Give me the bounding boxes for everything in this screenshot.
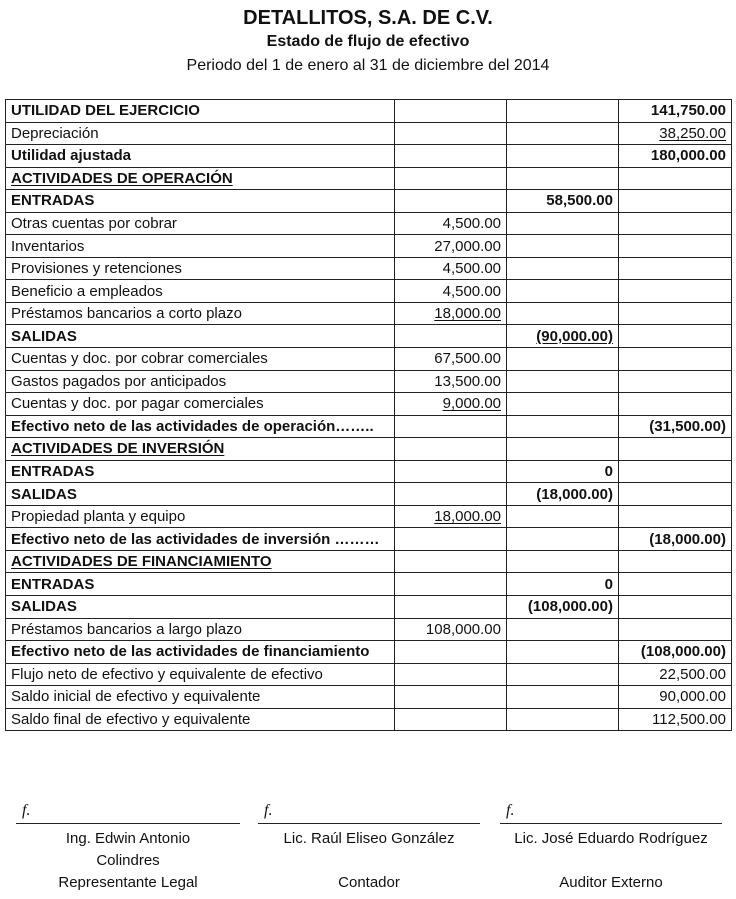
row-label: Utilidad ajustada [6,145,395,168]
table-row [6,483,732,506]
amount-subtotal [507,145,619,168]
table-row [6,708,732,731]
signature-line [500,802,722,824]
section-heading-text: ACTIVIDADES DE FINANCIAMIENTO [11,553,272,571]
amount-total [619,348,732,371]
amount-total: 180,000.00 [619,145,732,168]
row-label: Propiedad planta y equipo [6,505,395,528]
table-row [6,550,732,573]
amount-subtotal [507,393,619,416]
table-row [6,167,732,190]
amount-detail: 4,500.00 [395,212,507,235]
amount-subtotal: (108,000.00) [507,596,619,619]
row-label: Saldo final de efectivo y equivalente [6,708,395,731]
table-row [6,100,732,123]
amount-detail [395,325,507,348]
amount-subtotal [507,325,619,348]
section-heading [6,550,395,573]
row-label: Gastos pagados por anticipados [6,370,395,393]
amount-detail [395,641,507,664]
row-label: ENTRADAS [6,573,395,596]
amount-detail: 4,500.00 [395,257,507,280]
table-row [6,460,732,483]
table-row [6,325,732,348]
amount-total [619,212,732,235]
amount-detail [395,100,507,123]
amount-value: 18,000.00 [434,508,501,526]
amount-detail [395,596,507,619]
amount-detail [395,483,507,506]
signer-role: Auditor Externo [559,874,663,891]
amount-value: 9,000.00 [442,395,501,413]
table-row [6,415,732,438]
amount-detail [395,438,507,461]
amount-detail [395,663,507,686]
section-heading-text: ACTIVIDADES DE OPERACIÓN [11,169,233,187]
table-row [6,235,732,258]
amount-detail [395,708,507,731]
table-row [6,302,732,325]
row-label: Saldo inicial de efectivo y equivalente [6,686,395,709]
document-header [0,6,736,78]
table-row [6,212,732,235]
row-label: ENTRADAS [6,460,395,483]
row-label: Depreciación [6,122,395,145]
amount-detail [395,550,507,573]
signer-name: Lic. José Eduardo Rodríguez [514,830,708,847]
row-label: UTILIDAD DEL EJERCICIO [6,100,395,123]
row-label: Efectivo neto de las actividades de financiamiento [6,641,395,664]
amount-subtotal [507,212,619,235]
table-row [6,596,732,619]
row-label: Cuentas y doc. por pagar comerciales [6,393,395,416]
table-row [6,641,732,664]
signature-line [16,802,240,824]
amount-detail [395,573,507,596]
amount-subtotal: 58,500.00 [507,190,619,213]
signer-role: Representante Legal [58,874,198,891]
section-heading [6,438,395,461]
amount-subtotal [507,686,619,709]
amount-total [619,505,732,528]
amount-total [619,302,732,325]
amount-total: (31,500.00) [619,415,732,438]
section-heading [6,167,395,190]
amount-subtotal [507,550,619,573]
amount-detail [395,145,507,168]
table-row [6,528,732,551]
amount-subtotal [507,708,619,731]
table-row [6,573,732,596]
amount-subtotal [507,257,619,280]
signer-name: Lic. Raúl Eliseo González [283,830,455,847]
amount-total [619,596,732,619]
amount-subtotal [507,641,619,664]
signer-name: Ing. Edwin Antonio Colindres [65,830,191,869]
amount-subtotal [507,235,619,258]
amount-detail [395,415,507,438]
company-name: DETALLITOS, S.A. DE C.V. [243,7,493,29]
amount-total [619,325,732,348]
amount-total [619,573,732,596]
table-row [6,190,732,213]
amount-detail [395,393,507,416]
cash-flow-table [5,99,732,731]
row-label: Provisiones y retenciones [6,257,395,280]
amount-total [619,483,732,506]
amount-value: (90,000.00) [536,327,613,345]
row-label: Flujo neto de efectivo y equivalente de efectivo [6,663,395,686]
amount-value: 18,000.00 [434,305,501,323]
amount-total [619,618,732,641]
row-label: SALIDAS [6,325,395,348]
amount-total [619,235,732,258]
table-row [6,663,732,686]
amount-detail [395,302,507,325]
signature-mark: f. [264,802,273,819]
statement-title: Estado de flujo de efectivo [266,33,470,50]
amount-subtotal [507,505,619,528]
amount-total [619,370,732,393]
amount-subtotal [507,280,619,303]
amount-total [619,122,732,145]
row-label: SALIDAS [6,483,395,506]
signature-external-auditor [500,802,722,894]
statement-period: Periodo del 1 de enero al 31 de diciembre del 2014 [186,57,550,74]
row-label: Beneficio a empleados [6,280,395,303]
table-row [6,686,732,709]
amount-subtotal [507,663,619,686]
row-label: Efectivo neto de las actividades de inversión ……… [6,528,395,551]
table-row [6,618,732,641]
amount-detail [395,167,507,190]
amount-total [619,393,732,416]
signature-line [258,802,480,824]
amount-detail: 27,000.00 [395,235,507,258]
amount-total [619,257,732,280]
table-row [6,145,732,168]
row-label: SALIDAS [6,596,395,619]
amount-total [619,190,732,213]
amount-detail [395,505,507,528]
amount-subtotal [507,122,619,145]
row-label: Préstamos bancarios a largo plazo [6,618,395,641]
amount-detail: 67,500.00 [395,348,507,371]
amount-total [619,280,732,303]
table-row [6,280,732,303]
amount-detail [395,460,507,483]
amount-total [619,438,732,461]
amount-subtotal: 0 [507,460,619,483]
amount-detail: 13,500.00 [395,370,507,393]
amount-total: 141,750.00 [619,100,732,123]
amount-subtotal [507,167,619,190]
amount-detail: 4,500.00 [395,280,507,303]
signature-accountant [258,802,480,894]
section-heading-text: ACTIVIDADES DE INVERSIÓN [11,440,225,458]
row-label: Préstamos bancarios a corto plazo [6,302,395,325]
amount-subtotal [507,438,619,461]
amount-detail [395,122,507,145]
amount-subtotal [507,302,619,325]
amount-subtotal: 0 [507,573,619,596]
table-row [6,438,732,461]
table-row [6,348,732,371]
amount-total [619,167,732,190]
amount-subtotal [507,370,619,393]
table-row [6,370,732,393]
amount-subtotal [507,348,619,371]
amount-total: 90,000.00 [619,686,732,709]
amount-detail: 108,000.00 [395,618,507,641]
amount-value: 38,250.00 [659,124,726,142]
table-row [6,393,732,416]
amount-total: (18,000.00) [619,528,732,551]
amount-total: (108,000.00) [619,641,732,664]
row-label: Otras cuentas por cobrar [6,212,395,235]
amount-subtotal [507,618,619,641]
row-label: Cuentas y doc. por cobrar comerciales [6,348,395,371]
amount-subtotal [507,528,619,551]
amount-total: 22,500.00 [619,663,732,686]
table-row [6,122,732,145]
table-row [6,257,732,280]
row-label: Inventarios [6,235,395,258]
table-row [6,505,732,528]
signature-mark: f. [22,802,31,819]
amount-detail [395,528,507,551]
amount-total: 112,500.00 [619,708,732,731]
amount-subtotal [507,415,619,438]
amount-subtotal: (18,000.00) [507,483,619,506]
row-label: ENTRADAS [6,190,395,213]
signature-mark: f. [506,802,515,819]
signature-legal-representative [16,802,240,894]
row-label: Efectivo neto de las actividades de operación…….. [6,415,395,438]
signer-role: Contador [338,874,400,891]
amount-subtotal [507,100,619,123]
amount-total [619,460,732,483]
amount-total [619,550,732,573]
amount-detail [395,686,507,709]
amount-detail [395,190,507,213]
